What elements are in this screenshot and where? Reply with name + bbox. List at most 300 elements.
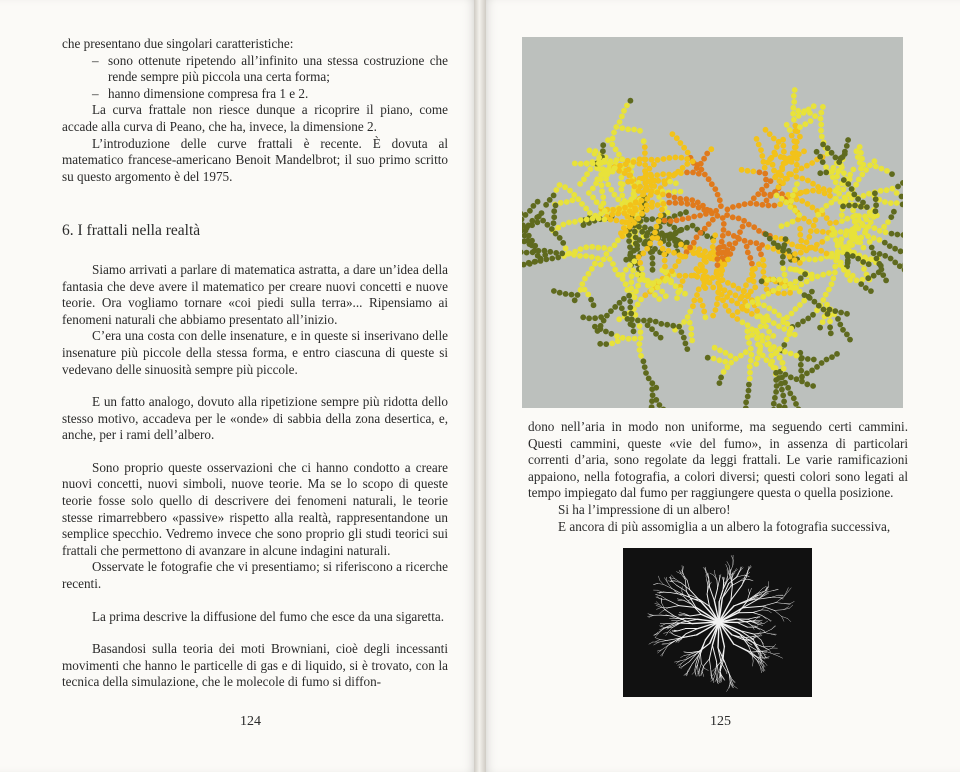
fractal-dot [820, 104, 826, 110]
fractal-dot [645, 278, 651, 284]
fractal-dot [602, 159, 608, 165]
fractal-dot [629, 178, 635, 184]
fractal-dot [745, 168, 751, 174]
fractal-dot [627, 224, 633, 230]
fractal-dot [720, 233, 726, 239]
fractal-dot [782, 242, 788, 248]
fractal-dot [761, 319, 767, 325]
fractal-dot [768, 347, 774, 353]
fractal-dot [760, 257, 766, 263]
fractal-dot [811, 223, 817, 229]
fractal-dot [754, 308, 760, 314]
fractal-dot [793, 279, 799, 285]
fractal-dot [866, 191, 872, 197]
paragraph: L’introduzione delle curve frattali è recente. È dovuta al matematico francese-americano Benoit Mandelbrot; il suo primo scritto su questo argomento è del 1975. [62, 135, 448, 184]
fractal-dot [560, 240, 566, 246]
fractal-dot [787, 204, 793, 210]
fractal-dot [582, 276, 588, 282]
fractal-dot [805, 201, 811, 207]
fractal-dot [795, 322, 801, 328]
fractal-dot [807, 295, 813, 301]
fractal-dot [579, 201, 585, 207]
fractal-dot [688, 326, 694, 332]
fractal-dot [801, 298, 807, 304]
fractal-dot [611, 130, 617, 136]
fractal-dot [697, 213, 703, 219]
fractal-dot [635, 302, 641, 308]
fractal-dot [701, 207, 707, 213]
fractal-dot [643, 174, 649, 180]
fractal-dot [801, 108, 807, 114]
fractal-dot [640, 250, 646, 256]
fractal-dot [684, 201, 690, 207]
page-number-right: 125 [710, 714, 731, 729]
fractal-dot [652, 292, 658, 298]
fractal-dot [636, 224, 642, 230]
fractal-dot [715, 192, 721, 198]
fractal-dot [844, 245, 850, 251]
fractal-dot [778, 173, 784, 179]
fractal-dot [700, 276, 706, 282]
fractal-dot [609, 212, 615, 218]
fractal-dot [650, 267, 656, 273]
fractal-dot [527, 261, 533, 267]
fractal-dot [723, 303, 729, 309]
fractal-dot [589, 254, 595, 260]
fractal-dot [853, 213, 859, 219]
fractal-dot [614, 218, 620, 224]
fractal-dot [814, 242, 820, 248]
fractal-dot [761, 303, 767, 309]
fractal-dot [764, 357, 770, 363]
fractal-dot [647, 318, 653, 324]
fractal-dot [889, 171, 895, 177]
fractal-dot [627, 305, 633, 311]
fractal-dot [773, 370, 779, 376]
fractal-dot [728, 353, 734, 359]
fractal-dot [667, 155, 673, 161]
fractal-dot [638, 205, 644, 211]
fractal-dot [800, 318, 806, 324]
fractal-dot [562, 184, 568, 190]
right-text-column [528, 419, 908, 535]
fractal-dot [571, 192, 577, 198]
fractal-dot [740, 319, 746, 325]
fractal-dot [830, 174, 836, 180]
fractal-dot [690, 223, 696, 229]
fractal-dot [636, 254, 642, 260]
fractal-dot [673, 283, 679, 289]
fractal-dot [853, 182, 859, 188]
fractal-dot [809, 276, 815, 282]
fractal-dot [788, 351, 794, 357]
fractal-dot [626, 336, 632, 342]
fractal-dot [871, 273, 877, 279]
fractal-dot [690, 303, 696, 309]
fractal-dot [777, 355, 783, 361]
fractal-dot [807, 110, 813, 116]
fractal-dot [793, 150, 799, 156]
fractal-dot [749, 271, 755, 277]
fractal-dot [701, 309, 707, 315]
fractal-dot [772, 203, 778, 209]
fractal-dot [694, 250, 700, 256]
fractal-dot [892, 260, 898, 266]
fractal-dot [669, 268, 675, 274]
paragraph: Siamo arrivati a parlare di matematica astratta, a dare un’idea della fantasia che deve avere il matematico per creare nuovi concetti e nuove teorie. Ora vogliamo tornare «coi piedi sulla terra»... Ripensiamo ai fenomeni naturali che abbiamo presentato all’inizio. [62, 261, 448, 327]
fractal-dot [754, 136, 760, 142]
fractal-dot [884, 168, 890, 174]
fractal-dot [858, 281, 864, 287]
fractal-dot [671, 225, 677, 231]
fractal-dot [794, 174, 800, 180]
fractal-dot [627, 172, 633, 178]
fractal-dot [785, 385, 791, 391]
fractal-dot [753, 361, 759, 367]
fractal-dot [791, 99, 797, 105]
fractal-dot [760, 294, 766, 300]
fractal-dot [821, 307, 827, 313]
fractal-dot [642, 150, 648, 156]
fractal-dot [655, 285, 661, 291]
fractal-dot [792, 87, 798, 93]
fractal-dot [650, 235, 656, 241]
fractal-dot [788, 171, 794, 177]
fractal-dot [615, 338, 621, 344]
fractal-dot [759, 242, 765, 248]
fractal-dot [655, 178, 661, 184]
fractal-dot [794, 181, 800, 187]
fractal-dot [764, 183, 770, 189]
fractal-dot [691, 214, 697, 220]
fractal-dot [698, 230, 704, 236]
fractal-dot [736, 203, 742, 209]
fractal-dot [549, 226, 555, 232]
fractal-dot [783, 156, 789, 162]
fractal-dot [857, 144, 863, 150]
fractal-dot [647, 241, 653, 247]
fractal-dot [764, 313, 770, 319]
fractal-dot [849, 242, 855, 248]
fractal-dot [783, 200, 789, 206]
fractal-dot [729, 298, 735, 304]
fractal-dot [809, 368, 815, 374]
fractal-dot [713, 307, 719, 313]
fractal-dot [789, 242, 795, 248]
fractal-dot [767, 236, 773, 242]
fractal-dot [792, 257, 798, 263]
fractal-dot [714, 268, 720, 274]
fractal-dot [812, 299, 818, 305]
fractal-dot [689, 273, 695, 279]
fractal-dot [863, 167, 869, 173]
fractal-dot [607, 246, 613, 252]
fractal-dot [658, 335, 664, 341]
fractal-dot [791, 93, 797, 99]
fractal-dot [717, 380, 723, 386]
fractal-dot [822, 190, 828, 196]
fractal-dot [578, 287, 584, 293]
fractal-dot [768, 353, 774, 359]
fractal-dot [824, 357, 830, 363]
fractal-dot [880, 272, 886, 278]
fractal-dot [758, 147, 764, 153]
fractal-dot [756, 228, 762, 234]
fractal-dot [603, 341, 609, 347]
fractal-dot [806, 234, 812, 240]
fractal-dot [730, 204, 736, 210]
fractal-dot [830, 276, 836, 282]
fractal-dot [672, 195, 678, 201]
fractal-dot [840, 154, 846, 160]
fractal-dot [565, 251, 571, 257]
fractal-dot [894, 200, 900, 206]
fractal-dot [824, 236, 830, 242]
fractal-dot [602, 217, 608, 223]
fractal-dot [763, 127, 769, 133]
fractal-dot [570, 197, 576, 203]
fractal-dot [774, 193, 780, 199]
fractal-dot [617, 119, 623, 125]
fractal-dot [529, 218, 535, 224]
fractal-dot [883, 229, 889, 235]
fractal-dot [833, 258, 839, 264]
fractal-dot [882, 253, 888, 259]
fractal-dot [816, 188, 822, 194]
fractal-dot [743, 399, 749, 405]
fractal-dot [704, 151, 710, 157]
fractal-dot [553, 203, 559, 209]
fractal-dot [627, 262, 633, 268]
fractal-dot [575, 292, 581, 298]
fractal-dot [594, 199, 600, 205]
fractal-dot [792, 208, 798, 214]
fractal-dot [598, 203, 604, 209]
fractal-dot [650, 392, 656, 398]
fractal-dot [642, 168, 648, 174]
fractal-dot [710, 250, 716, 256]
fractal-dot [661, 178, 667, 184]
fractal-dot [619, 125, 625, 131]
fractal-dot [636, 161, 642, 167]
fractal-dot [649, 380, 655, 386]
fractal-dot [797, 226, 803, 232]
fractal-dot [784, 221, 790, 227]
fractal-dot [580, 314, 586, 320]
fractal-dot [720, 297, 726, 303]
fractal-dot [532, 259, 538, 265]
paragraph: Osservate le fotografie che vi presentiamo; si riferiscono a ricerche recenti. [62, 559, 448, 592]
fractal-dot [895, 232, 901, 238]
fractal-dot [754, 240, 760, 246]
fractal-dot [628, 311, 634, 317]
fractal-dot [680, 165, 686, 171]
fractal-dot [806, 219, 812, 225]
fractal-dot [768, 178, 774, 184]
fractal-dot [890, 186, 896, 192]
fractal-dot [715, 274, 721, 280]
fractal-dot [656, 279, 662, 285]
fractal-dot [884, 187, 890, 193]
fractal-dot [799, 198, 805, 204]
fractal-dot [871, 214, 877, 220]
fractal-dot [545, 222, 551, 228]
fractal-dot [762, 171, 768, 177]
fractal-dot [754, 336, 760, 342]
fractal-dot [603, 329, 609, 335]
fractal-dot [581, 176, 587, 182]
fractal-dot [844, 228, 850, 234]
fractal-dot [771, 136, 777, 142]
fractal-dot [683, 341, 689, 347]
fractal-dot [605, 137, 611, 143]
fractal-dot [523, 212, 529, 218]
fractal-dot [766, 329, 772, 335]
fractal-dot [691, 298, 697, 304]
fractal-dot [649, 255, 655, 261]
fractal-dot [734, 316, 740, 322]
fractal-dot [540, 218, 546, 224]
fractal-dot [733, 292, 739, 298]
fractal-dot [702, 269, 708, 275]
fractal-dot [820, 297, 826, 303]
fractal-dot [790, 111, 796, 117]
fractal-dot [696, 268, 702, 274]
fractal-dot [752, 284, 758, 290]
fractal-dot [861, 245, 867, 251]
fractal-dot [670, 323, 676, 329]
fractal-dot [737, 229, 743, 235]
fractal-dot [818, 122, 824, 128]
fractal-dot [781, 342, 787, 348]
fractal-dot [575, 196, 581, 202]
fractal-dot [741, 289, 747, 295]
fractal-dot [622, 205, 628, 211]
paragraph: Sono proprio queste osservazioni che ci hanno condotto a creare nuovi concetti, nuovi simboli, nuove teorie. Ma se lo scopo di queste teorie fosse solo quello di descrivere dei fenomeni naturali, le teorie stesse rimarrebbero «passive» rispetto alla realtà, rappresentandone un semplice specchio. Vedremo invece che sono proprio gli studi teorici sui frattali che permettono di avanzare in alcune indagini naturali. [62, 459, 448, 558]
fractal-dot [571, 252, 577, 258]
fractal-dot [792, 332, 798, 338]
fractal-dot [730, 214, 736, 220]
fractal-dot [840, 327, 846, 333]
fractal-dot [775, 244, 781, 250]
fractal-dot [834, 252, 840, 258]
fractal-dot [683, 209, 689, 215]
fractal-dot [824, 302, 830, 308]
fractal-dot [584, 171, 590, 177]
paragraph: La prima descrive la diffusione del fumo che esce da una sigaretta. [92, 608, 445, 624]
fractal-dot [707, 208, 713, 214]
fractal-dot [773, 235, 779, 241]
fractal-dot [867, 239, 873, 245]
fractal-dot [599, 188, 605, 194]
fractal-dot [725, 364, 731, 370]
fractal-dot [612, 267, 618, 273]
fractal-dot [592, 151, 598, 157]
fractal-dot [782, 278, 788, 284]
fractal-dot [804, 248, 810, 254]
fractal-dot [629, 317, 635, 323]
fractal-dot [747, 370, 753, 376]
fractal-dot [523, 228, 529, 234]
fractal-dot [859, 221, 865, 227]
fractal-dot [661, 156, 667, 162]
fractal-dot [872, 158, 878, 164]
fractal-dot [676, 258, 682, 264]
fractal-dot [797, 134, 803, 140]
fractal-dot [621, 210, 627, 216]
fractal-dot [745, 250, 751, 256]
fractal-dot [653, 385, 659, 391]
fractal-dot [788, 198, 794, 204]
fractal-dot [825, 311, 831, 317]
fractal-dot [542, 248, 548, 254]
fractal-dot [756, 142, 762, 148]
fractal-dot [632, 229, 638, 235]
fractal-dot [778, 381, 784, 387]
fractal-dot [845, 137, 851, 143]
fractal-dot [867, 162, 873, 168]
fractal-dot [731, 233, 737, 239]
fractal-dot [717, 347, 723, 353]
fractal-dot [814, 364, 820, 370]
fractal-dot [587, 148, 593, 154]
fractal-dot [618, 181, 624, 187]
fractal-dot [747, 277, 753, 283]
fractal-dot [654, 224, 660, 230]
fractal-dot [604, 251, 610, 257]
fractal-dot [712, 186, 718, 192]
fractal-dot [644, 217, 650, 223]
fractal-dot [811, 103, 817, 109]
fractal-dot [682, 291, 688, 297]
fractal-dot [684, 156, 690, 162]
fractal-dot [635, 283, 641, 289]
fractal-dot [826, 287, 832, 293]
fractal-dot [829, 150, 835, 156]
fractal-dot [675, 169, 681, 175]
fractal-dot [705, 279, 711, 285]
fractal-dot [861, 193, 867, 199]
fractal-dot [578, 246, 584, 252]
fractal-dot [829, 354, 835, 360]
fractal-dot [810, 383, 816, 389]
section-title: 6. I frattali nella realtà [62, 222, 201, 240]
fractal-dot [749, 352, 755, 358]
fractal-dot [873, 164, 879, 170]
fractal-dot [772, 309, 778, 315]
fractal-dot [642, 292, 648, 298]
fractal-dot [706, 176, 712, 182]
fractal-dot [810, 181, 816, 187]
fractal-dot [578, 161, 584, 167]
fractal-dot [619, 156, 625, 162]
fractal-dot [671, 250, 677, 256]
fractal-dot [596, 160, 602, 166]
fractal-dot [608, 159, 614, 165]
fractal-dot [710, 275, 716, 281]
fractal-dot [790, 105, 796, 111]
fractal-dot [747, 255, 753, 261]
fractal-dot [622, 311, 628, 317]
fractal-dot [801, 148, 807, 154]
fractal-dot [559, 251, 565, 257]
fractal-dot [808, 118, 814, 124]
fractal-dot [673, 180, 679, 186]
fractal-dot [743, 349, 749, 355]
fractal-dot [881, 224, 887, 230]
fractal-dot [572, 219, 578, 225]
fractal-dot [681, 145, 687, 151]
